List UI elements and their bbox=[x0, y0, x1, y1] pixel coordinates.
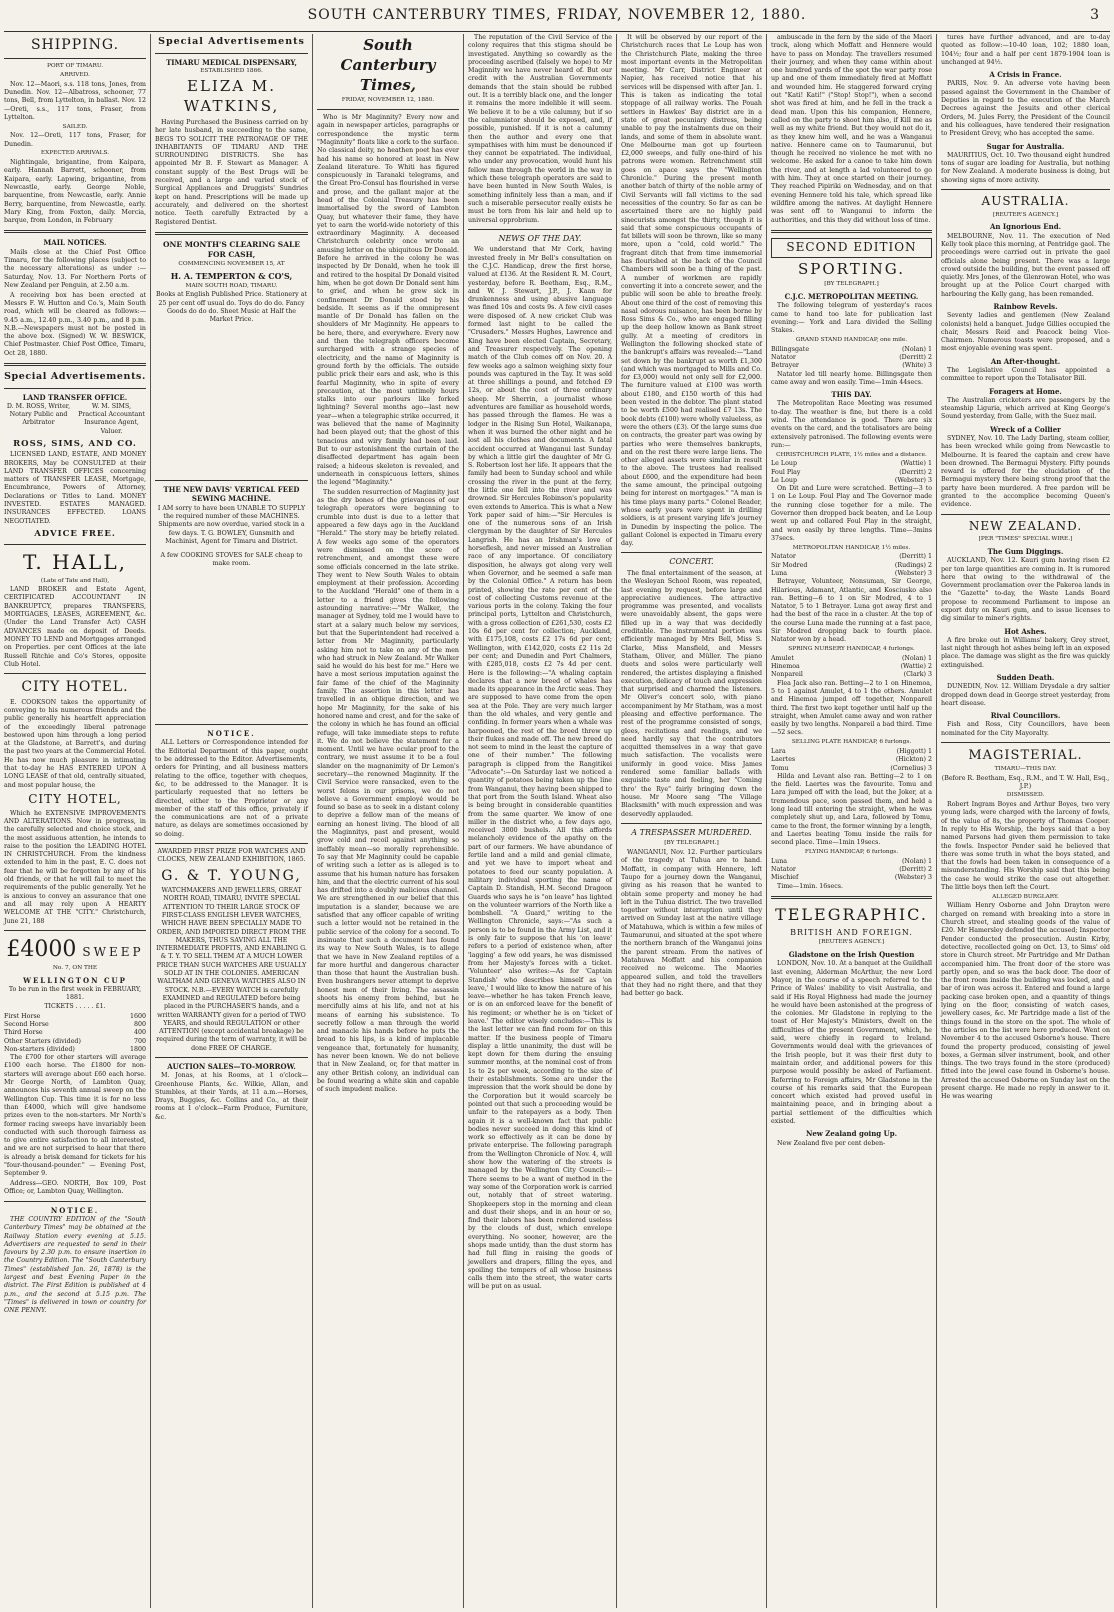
sporting-text-6: Flea Jack also ran. Betting—2 to 1 on Hinemoa, 5 to 1 against Amulet, 4 to 1 the others. Amulet and Hinemoa jumped off together, Nonpareil third. The first two kept together until half up the straight, when Amulet came away and won rather easily by two lengths. Nonpareil a bad third. Time—52 secs. bbox=[771, 679, 932, 737]
foragers-heading: Foragers at Home. bbox=[989, 386, 1062, 396]
clearing-sale-heading: ONE MONTH'S CLEARING SALE FOR CASH, bbox=[162, 239, 300, 259]
column-news bbox=[463, 34, 616, 1608]
news-heading: NEWS OF THE DAY. bbox=[498, 233, 582, 243]
watkins-text: Having Purchased the Business carried on by her late husband, in succeeding to the same, BEGS TO SOLICIT THE PATRONAGE OF THE INHABITANTS OF TIMARU AND THE SURROUNDING DISTRICTS. She has appointed Mr B. F. Stewart as Manager. A constant supply of the Best Drugs will be received, and a large and varied stock of Surgical Appliances and Druggists' Sundries kept on hand. Prescriptions will be made up accurately, and delivered on the shortest notice. Teeth carefully Extracted by a Registered Dentist. bbox=[155, 119, 308, 226]
sailed-label: SAILED. bbox=[62, 123, 88, 130]
table-row: Second Horse 800 bbox=[4, 1020, 146, 1028]
column-sporting bbox=[766, 34, 936, 1608]
afterthought-heading: An After-thought. bbox=[990, 356, 1061, 366]
spring-heading: SPRING NURSERY HANDICAP, 4 furlongs. bbox=[788, 646, 915, 653]
sugar-heading: Sugar for Australia. bbox=[986, 141, 1065, 151]
telegraphic-heading: TELEGRAPHIC. bbox=[775, 904, 928, 924]
dateline: FRIDAY, NOVEMBER 12, 1880. bbox=[341, 97, 435, 104]
young-heading: G. & T. YOUNG, bbox=[161, 867, 302, 884]
metropolitan-results bbox=[771, 553, 932, 578]
land-transfer-partners bbox=[4, 403, 146, 436]
flying-results bbox=[771, 858, 932, 883]
sporting-text-7: Hilda and Levant also ran. Betting—2 to 1 on the field. Laertes was the favourite. Tomu and Lara jumped off with the lead, but the Joker, at a tremendous pace, soon passed them, and held a long lead till entering the straight, when he was completely shut up, and Lara, followed by Tomu, came to the front, the former winning by a length, and Laertes beating Tomu inside the rails for second place. Time—1min 19secs. bbox=[771, 772, 932, 847]
table-row: Other Starters (divided) 700 bbox=[4, 1037, 146, 1045]
temperton-address: MAIN SOUTH ROAD, TIMARU. bbox=[185, 282, 278, 289]
dismissed-text: Robert Ingram Boyes and Arthur Boyes, two very young lads, were charged with the larceny of fowls, of the value of 8s, the property of Thomas Cooper. In reply to His Worship, the boys said that a boy named Parsons had given them permission to take the fowls. Inspector Pender said he believed that there was some truth in what the boys stated, and that the fowls had been taken in consequence of a misunderstanding. His Worship said that this being the case he would strike the case out altogether. The little boys then left the Court. bbox=[941, 801, 1110, 892]
spring-results bbox=[771, 655, 932, 680]
sudden-death-text: DUNEDIN, Nov. 12. William Drysdale a dry saltier dropped down dead in George street yesterday, from heart disease. bbox=[941, 683, 1111, 707]
auction-heading: AUCTION SALES—TO-MORROW. bbox=[167, 1062, 296, 1071]
rainbow-text: Seventy ladies and gentlemen (New Zealand colonists) held a banquet. Judge Gillies occupied the chair, Messrs Reid and Peacock being Vice-Chairmen. Numerous toasts were proposed, and a most enjoyable evening was spent. bbox=[941, 312, 1110, 353]
sporting-sub: [BY TELEGRAPH.] bbox=[824, 281, 879, 288]
news-text: We understand that Mr Cork, having invested freely in Mr Bell's consultation on the C.J.C. Handicap, drew the first horse, valued at £136. At the Resident R. M. Court, yesterday, before R. Beetham, Esq., R.M., and W. J. Stewart, J.P., J. Kaan for drunkenness and using abusive language was fined 10s and costs 9s. A few civil cases were disposed of. A new cricket Club was formed last night to be called the "Crusaders." Messrs Hughes, Lawrence and King have been elected Captain, Secretary, and Treasurer respectively. The opening match of the Club comes off on Nov. 20. A few weeks ago a salmon weighing sixty four pounds was captured in the Tay. It was sold at three shillings a pound, and fetched £9 12s, or about the cost of three ordinary sheep. Mr Sherrin, a journalist whose adventures are familiar as household words, has passed through the flames. He was a lodger in the Rising Sun Hotel, Waikanapa, when it was burned the other night and he lost all his clothes and documents. A fatal accident occurred at Wanganui last Sunday by which a little girl the daughter of Mr G. S. Robertson lost her life. It appears that the family had been to Sunday school and while crossing the river in the punt at the ferry, the little one fell into the river and was drowned. Sir Hercules Robinson's popularity even extends to America. This is what a New York paper said of him:—"Sir Hercules is one of the numerous sons of an Irish clergyman by the daughter of Sir Hercules Langrish. He has an Irishman's love of horseflesh, and never missed an Australian race of any importance. Of conciliatory disposition, he always got along very well when Governor, and he seemed a safe man by the Colonial Office." A return has been printed, showing the rate per cent of the cost of collecting Customs revenue at the various ports in the colony. Taking the four principal ports, Lyttelton and Christchurch, with a gross collection of £261,530, costs £2 10s 6d per cent for collection; Auckland, with £175,108, costs £2 17s 6d per cent; Wellington, with £142,020, costs £2 11s 2d per cent; and Dunedin and Port Chalmers, with £285,018, costs £2 7s 4d per cent. Here is the following:—"A whaling captain declares that a new breed of whales has made its appearance in the Arctic seas. They are supposed to have come from the open sea at the Pole. They are very much larger than the old whales, and very gentle and confiding. In former years when a whale was harpooned, the rest of the breed threw up their flukes and made off. The new breed do not seem to mind in the least the capture of one of their number." The following paragraph is clipped from the Rangitikei "Advocate":—On Saturday last we noticed a quantity of potatoes being taken up the line from Wanganui, they having been shipped to that port from the South Island. Wheat also is being brought in considerable quantities from the same quarter. We know of one miller in the district who, a few days ago, received 3000 bushels. All this affords melancholy evidence of the apathy on the part of our farmers. We have abundance of fertile land and a mild and genial climate, and yet we have to import wheat and potatoes to feed our scanty population. A military individual sporting the name of Captain D. Standish, H.M. Second Dragoon Guards who says he is "on leave" has lighted on the volunteer warriors of the North like a bombshell. "A Guard," writing to the Wellington Chronicle, says:—"As such a person is to be found in the Army List, and it is only fair to suppose that his 'on leave' refers to a period of existence when, after 'lagging' a few odd years, he was dismissed from her Majesty's forces with a ticket. 'Volunteer' also writes:—As for 'Captain Standish' who describes himself as 'on leave,' I would like to know the nature of his leave—whether he has taken French leave, or is on an enforced leave for the benefit of his regiment; or whether he is on 'ticket of leave.' The editor wisely concludes:—This is the last letter we can find room for on this matter. If the business people of Timaru display a little unanimity, the dust will be kept down for them during the ensuing summer months, at the nominal cost of from 1s to 2s per week, according to the size of their establishments. Some are under the impression that the work should be done by the Corporation but it would scarcely be pointed out that such a proceeding would be unfair to the ratepayers as a body. Then again it is a well-known fact that public bodies never succeed in doing this kind of work so effectively as it can be done by private enterprise. The following paragraph from the Wellington Chronicle of Nov. 4, will show how the watering of the streets is managed by the Wellington City Council:—There seems to be a want of method in the way some of the Corporation work is carried out, notably that of street watering. Shopkeepers stop in the morning and clean and dust their shops, and in an hour or so, find their labors has been rendered useless by the clouds of dust, which envelope everything. No sooner, however, are the shops made untidy, than the dust storm has had full fling in raising the goods of jewellers and drapers, filling the eyes, and spoiling the tempers of all whose business calls them into the street, the water carts will be put on as usual. bbox=[468, 246, 612, 1291]
trespasser-sub: [BY TELEGRAPH.] bbox=[664, 840, 719, 847]
notice-heading-2: NOTICE. bbox=[207, 729, 256, 739]
leader-paragraph-2: The sudden resurrection of Maginnity just as the dry bones of the grievances of our telegraph operators were beginning to crumble into dust is due to a letter that appeared a few days ago in the Auckland "Herald." The story may be briefly related. A few weeks ago some of the operators were dismissed on the score of retrenchment, and amongst these were some officials concerned in the late strike. They went to New South Wales to obtain employment at their profession. According to the Auckland "Herald" one of them in a letter to a friend gives the following astounding narrative:—"Mr Walker, the manager at Sydney, told me I would have to start at a salary much below my services, but that the Superintendent had received a letter from Mr Maginnity, particularly asking him not to take on any of the men who had struck in New Zealand. Mr Walker said he would do his best for me." Here we have a most serious imputation against the fair fame of the chief of the Maginnity family. The assertion in this letter has travelled in an oblique direction, and we hope Mr Maginnity, for the sake of his honored name and crest, and for the sake of the colony in which he has found an official refuge, will take immediate steps to refute it. We do not believe the statement for a moment. Until we have ocular proof to the contrary, we must assume it to be a foul slander on the magnanimity of Dr Lemon's secretary—the renowned Maginnity. If the Civil Service were ransacked, even to the worst felons in our prisons, we do not believe a Government employé would be found so base as to seek in a distant colony to deprive a fellow man of the means of earning an honest living. The blood of all the Maginnitys, past and present, would grow cold and recoil against anything so ineffably mean—so morally reprehensible. To say that Mr Maginnity could be capable of writing such a letter as is alleged is to assume that his human nature has forsaken him, and that the electric current of his soul has drifted into a doubly malicious channel. We are strengthened in our belief that this imputation is a slander, because we are satisfied that any officer capable of writing such a letter would not be retained in the public service of the colony for a second. To insinuate that such a document has found its way to New South Wales, is to allege that we have in New Zealand reptiles of a far more hurtful and dangerous character than those that haunt the Australian bush. Even bushrangers never attempt to deprive honest men of their living. The assassin shoots his enemy from behind, but he mercifully aims at his life, and not at his means of earning his subsistence. To secretly follow a man through the world and manacle his hands before he puts the bread to his lips, is a kind of implacable vengeance that, fortunately for humanity, has never been known. We do not believe that in New Zealand, or, for that matter in any other British colony, an individual can be found wearing a white skin and capable of such impudent malice. bbox=[317, 488, 459, 1094]
sporting-heading: SPORTING. bbox=[798, 259, 905, 278]
young-award: AWARDED FIRST PRIZE FOR WATCHES AND CLOCKS, NEW ZEALAND EXHIBITION, 1865. bbox=[157, 848, 306, 864]
ashes-heading: Hot Ashes. bbox=[1004, 626, 1047, 636]
paper-title: South Canterbury Times, bbox=[340, 36, 436, 94]
hall-sub: (Late of Tate and Hall), bbox=[40, 577, 110, 584]
clearing-sale-sub: COMMENCING NOVEMBER 15, AT bbox=[178, 260, 285, 267]
sweep-prize-table bbox=[4, 1013, 146, 1054]
column-shipping bbox=[0, 34, 150, 1608]
table-row: Le Loup (Wattie) 1 bbox=[771, 460, 932, 468]
rival-text: Fish and Ross, City Councillors, have been nominated for the City Mayoralty. bbox=[941, 721, 1110, 737]
sporting-text-5: Betrayer, Volunteer, Nonsuman, Sir George, Hilarious, Adamant, Atlantic, and Kosciusko also ran. Betting—6 to 1 on Sir Modred, 4 to 1 Natator, 5 to 1 Betrayer. Luna got away first and had the best of the race in a cluster. At the top of the course Luna made the running at a fast pace, Sir Modred dropping back to fourth place. Natator won by a head. bbox=[771, 578, 932, 644]
auction-text: M. Jonas, at his Rooms, at 1 o'clock—Greenhouse Plants, &c. Wilkie, Allan, and Stumbles, at their Yards, at 11 a.m.—Horses, Drays, Buggies, &c. Collins and Co., at their rooms at 1 o'clock—Farm Produce, Furniture, &c. bbox=[155, 1072, 308, 1121]
shipping-heading: SHIPPING. bbox=[30, 37, 120, 53]
notice-text-2: ALL Letters or Correspondence intended for the Editorial Department of this paper, ought to be addressed to the Editor. Advertisements, orders for Printing, and all business matters relating to the office, together with cheques, &c, to be addressed to the Manager. It is particularly requested that no letters be directed, either to the Proprietor or any member of the staff of this office, privately if the communications are not of a private nature, as delays are sometimes occasioned by so doing. bbox=[155, 739, 308, 838]
gum-text: AUCKLAND, Nov. 12. Kauri gum having risen £2 per ton large quantities are coming in. It is rumored here that owing to the withdrawal of the Government proclamation over the Pakeroa lands in the "Gazette" to-day, the Waste Lands Board propose to recommend Parliament to impose an export duty on Kauri gum, and to issue licenses to dig similar to miner's rights. bbox=[941, 557, 1110, 623]
column-telegrams bbox=[936, 34, 1114, 1608]
wreck-heading: Wreck of a Collier bbox=[990, 424, 1061, 434]
selling-heading: SELLING PLATE HANDICAP, 6 furlongs. bbox=[791, 739, 912, 746]
land-transfer-heading: LAND TRANSFER OFFICE. bbox=[22, 392, 128, 402]
nz-going-up-text: New Zealand five per cent deben- bbox=[777, 1139, 886, 1147]
dispensary-sub: ESTABLISHED 1866. bbox=[200, 67, 263, 74]
temperton-heading: H. A. TEMPERTON & CO'S, bbox=[170, 271, 293, 282]
leader-paragraph-1: Who is Mr Maginnity? Every now and again in newspaper articles, paragraphs or correspondence the mystic term "Maginnity" floats like a cork to the surface. No classical deity, no heathen poet has ever had his name so honored at least in New Zealand literature. To Whiti has figured conspicuously in Taranaki telegrams, and the Great Pro-Consul has flourished in verse and prose, and the gallant major at the head of the Colonial Treasury has been immortalised by the sword of Lambton Quay, but whatever their fame, they have yet to earn the world-wide notoriety of this extraordinary Maginnity. A deceased Christchurch celebrity once wrote an amusing letter on the ubiquitous Dr Donald. Before he arrived in the colony he was inspected by Dr Donald, when he took ill and retired to the hospital Dr Donald visited him, when he got down Dr Donald sent him to grief, and when he grew sick in confinement Dr Donald stood by his bedside. It seems as if the omnipresent mantle of Dr Donald has fallen on the shoulders of Mr Maginnity. He appears to be here, there, and everywhere. Every now and then the telegraph officers become surcharged with a strange species of electricity, and the name of Maginnity is ground forth by the officials. The outside public prick their ears and ask, who is this fearful Maginnity, who in spite of every precaution, at the most untimely hours stalks into our parlours like forked lightning? Several months ago—last new year—when a telegraphic strike occurred, it was believed that the name of Maginnity had been played out; that the ghost of this tenacious and wiry family had been laid. But to our astonishment the curtain of the disaffected department has again been raised; a hideous skeleton is revealed, and underneath in conspicuous letters, shines the legend "Maginnity." bbox=[317, 114, 459, 487]
mail-text-2: A receiving box has been erected at Messrs F. W. Hutton and Co.'s, Main South road, which will be cleared as follows:—9.45 a.m., 12.40 p.m., 3.40 p.m., and 8 p.m. N.B.—Newspapers must not be posted in the above box. (Signed) W. W. BESWICK, Chief Postmaster. Chief Post Office, Timaru, Oct 28, 1880. bbox=[4, 291, 146, 357]
australia-sub: [REUTER'S AGENCY.] bbox=[992, 211, 1059, 218]
gladstone-text: LONDON, Nov. 10. At a banquet at the Guildhall last evening, Alderman McArthur, the new Lord Mayor, in the course of a speech referred to the Prince of Wales' inability to visit Australia, and said if His Royal Highness had made the journey he would have been astonished at the progress of the colonies. Mr Gladstone in replying to the toast of Her Majesty's Ministers, dwelt on the difficulties of the present Government, which, he said, were chiefly in regard to Ireland. Governments would deal with the grievances of the Irish people, but it was their first duty to maintain order, and additional powers for this purpose would possibly be asked of Parliament. Referring to Foreign affairs, Mr Gladstone in the course of his remarks said that the European concert which existed had proved useful in maintaining peace, and in bringing about a partial settlement of the difficulties which existed. bbox=[771, 960, 932, 1125]
sailed-text: Nov. 12—Oreti, 117 tons, Fraser, for Dunedin. bbox=[4, 132, 146, 148]
cjc-heading: C.J.C. METROPOLITAN MEETING. bbox=[784, 292, 919, 302]
crisis-text: PARIS, Nov. 9. An adverse vote having been passed against the Government in the Chamber of Deputies in regard to the execution of the March Decrees against the Jesuits and other clerical Orders, M. Jules Ferry, the President of the Council and his colleagues, have tendered their resignation to President Grevy, who has accepted the same. bbox=[941, 80, 1110, 138]
concert-text: The final entertainment of the season, at the Wesleyan School Room, was repeated, last evening by request, before large and appreciative audiences. The attractive programme was presented, and vocalists were unavoidably absent, the gaps were filled up in a way that was decidedly creditable. The instrumental portion was efficiently managed by Mrs Bell, Miss S. Clarke, Miss Mansfield, and Messrs Statham, Oliver, and Müller. The piano duets and solos were particularly well rendered, the artistes displaying a finished execution, delicacy of touch and expression that surprised and charmed the listeners. Mr Oliver's concert solo, with piano accompaniment by Mr Statham, was a most pleasing and effective performance. The rest of the programme consisted of songs, glees, recitations and readings, and we need hardly say that the contributors acquitted themselves in a way that gave much satisfaction. The vocalists were uniformly in good voice. Miss James rendered some familiar ballads with exquisite taste and feeling, her "Coming thro' the Rye" fairly bringing down the house. Mr Moore sang "The Village Blacksmith" with much expression and was deservedly applauded. bbox=[621, 569, 762, 818]
table-row: Sir Modred (Rudings) 2 bbox=[771, 561, 932, 569]
burglary-text: William Henry Osborne and John Drayton were charged on remand with breaking into a store in Church street, and stealing goods of the value of £20. Mr Hamersley defended the accused; Inspector Pender conducted the prosecution. Austin Kirby, detective, recollected going on Oct. 13, to Sims' old store in Church street. Mr Partridge and Mr Dathan accompanied him. The front door of the store was partly open, and so was the back door. The door of the front room inside the building was locked, and a bar of iron was across it. Entered and found a large packing case broken open, and a quantity of things lying on the floor, consisting of watch cases, jewellery cases, &c. Mr Partridge made a list of the things found in the store on the spot. The whole of the articles on the list were here produced. Went on November 4 to the accused Osborne's house. There found the property produced, consisting of jewel boxes, a German silver instrument, book, and other things. The two trays found in the store (produced) fitted into the jewel case found in Osborne's house. Arrested the accused Osborne on Sunday last on the present charge. He made no reply in answer to it. He was wearing bbox=[941, 902, 1110, 1101]
second-edition-heading: SECOND EDITION bbox=[771, 238, 932, 258]
expected-text: Nightingale, brigantine, from Kaipara, early. Hannah Barrett, schooner, from Kaipara, early. Lapwing, brigantine, from Newcastle, early. George Noble, barquentine, from Newcastle, early. Annie Berry, barquentine, from Newcastle, early. Mary King, from Foxton, daily. Mercia, barque, from London, in February bbox=[4, 159, 146, 225]
mail-heading: MAIL NOTICES. bbox=[43, 238, 107, 248]
australia-heading: AUSTRALIA. bbox=[981, 193, 1070, 208]
column-advertisements bbox=[150, 34, 312, 1608]
port-heading: PORT OF TIMARU. bbox=[46, 63, 104, 70]
sweep-text: The £700 for other starters will average £100 each horse. The £1800 for non-starters will average about £60 each horse. Mr George North, of Lambton Quay, announces his seventh annual sweep on the Wellington Cup. This time it is for no less than £4000, which will give handsome prizes even to the non-starters. Mr North's former racing sweeps have invariably been conducted with such thorough fairness as to give entire satisfaction to all interested, and we are not surprised to hear that there is already a brisk demand for tickets for his "four-thousand-pounder." — Evening Post, September 9. bbox=[4, 1054, 146, 1178]
before-text: (Before R. Beetham, Esq., R.M., and T. W. Hall, Esq., J.P.) bbox=[941, 774, 1110, 791]
hall-heading: T. HALL, bbox=[23, 550, 127, 575]
rainbow-heading: Rainbow Revels. bbox=[993, 302, 1058, 311]
watkins-heading: ELIZA M. WATKINS, bbox=[183, 77, 280, 116]
notice-text: THE COUNTRY EDITION of the "South Canterbury Times" may be obtained at the Railway Station every evening at 5.15. Advertisers are requested to send in their favours by 2.30 p.m. to ensure insertion in the Country Edition. The "South Canterbury Times" (established Jan. 26, 1878) is the largest and best Evening Paper in the district. The First Edition is published at 4 p.m., and the second at 5.15 p.m. The "Times" is delivered in town or country for ONE PENNY. bbox=[4, 1215, 146, 1315]
selling-results bbox=[771, 748, 932, 773]
table-row: Natator (Derritt) 2 bbox=[771, 865, 932, 873]
young-text: WATCHMAKERS AND JEWELLERS, GREAT NORTH ROAD, TIMARU, INVITE SPECIAL ATTENTION TO THEIR LARGE STOCK OF FIRST-CLASS ENGLISH LEVER WATCHES, WHICH HAVE BEEN SPECIALLY MADE TO ORDER, AND IMPORTED DIRECT FROM THE MAKERS, THUS SAVING ALL THE INTERMEDIATE PROFITS, AND ENABLING G. & T. Y. TO SELL THEM AT A MUCH LOWER PRICE THAN SUCH WATCHES ARE USUALLY SOLD AT IN THE COLONIES. AMERICAN WALTHAM AND GENEVA WATCHES ALSO IN STOCK. N.B.—EVERY WATCH is carefully EXAMINED and REGULATED before being placed in the PURCHASER'S hands, and a written WARRANTY given for a period of TWO YEARS, and should REGULATION or other ATTENTION (except accidental breakage) be required during the term of warranty, it will be done FREE OF CHARGE. bbox=[156, 887, 307, 1052]
foragers-text: The Australian cricketers are passengers by the steamship Liguria, which arrived at King George's Sound yesterday, from Galle, with the Suez mail. bbox=[941, 396, 1110, 421]
table-row: Laertes (Hickton) 2 bbox=[771, 756, 932, 764]
table-row: Mischief (Webster) 3 bbox=[771, 874, 932, 882]
temperton-items: Books at English Published Price. Stationery at 25 per cent off usual do. Toys do do do. Fancy Goods do do do. Sheet Music at Half the Market Price. bbox=[155, 291, 308, 324]
sporting-text-1: The following telegram of yesterday's races came to hand too late for publication last evening:— York and Lara divided the Selling Stakes. bbox=[771, 302, 932, 335]
sweep-run: To be run in the first week in FEBRUARY, 1881. bbox=[8, 985, 142, 1002]
table-row: Third Horse 400 bbox=[4, 1029, 146, 1037]
news-text-2: It will be observed by our report of the Christchurch races that Le Loup has won the Christchurch Plate, making the three most important events in the Metropolitan meeting. Mr Carr, District Engineer at Napier, has received notice that his services will be dispensed with after Jan. 1. This is taken as indicating the total stoppage of all railway works. The Pouah settlers in Hawkes' Bay district are in a state of great pecuniary distress, being unable to pay the instalments due on their lands, and some of them in absolute want. One Melbourne man got up fourteen £2,000 sweeps, and fully one-third of his patrons were women. Retrenchment still goes on apace says the "Wellington Chronicle." During the present month another batch of thirty of the noble army of Civil Servants will fall victims to the sad necessities of the country. So far as can be ascertained there are no highly paid sinecurists amongst the thirty, though it is said that some conspicuous occupants of fat billets will soon be thrown, like so many more, upon a "cold, cold world." The fragrant ditch that from time immemorial has flourished at the back of the Council Chambers will soon be a thing of the past. A number of workmen are rapidly converting it into a concrete sewer, and the public will soon be able to breathe freely. About one third of the cost of removing this nasal odorous nuisance, has been borne by Ross Sims & Co., who are engaged filling up the deep hollow known as Bank street gully. At a meeting of creditors in Wellington the following shocked state of the bankrupt's affairs was revealed:—"Land set down by the bankrupt as worth £1,300 (and which was mortgaged to Mills and Co. for £3,000) would not only sell for £2,000. The furniture valued at £100 was worth about £180, and £150 worth of this had been vested in the debtor. The plant stated to be worth £500 had realised £7 13s. The book debts (£100) were wholly valueless, as were the others (£3). Of the large sums due on contracts, the greater part was owing by parties who were themselves bankrupts, and on the rest there were large liens. The other alleged assets were similar in result to the above. The trustees had realised about £600, and the expenditure had been the same amount, the principal outgoing being for interest on mortgages." "A man is his time plays many parts." Colonel Reader, whose early years were spent in drilling soldiers, is at present varying life's journey in Dunedin by inspecting the police. The gallant Colonel is expected in Timaru every day. bbox=[621, 34, 762, 548]
stoves-text: A few COOKING STOVES for SALE cheap to make room. bbox=[160, 552, 303, 568]
wreck-text: SYDNEY, Nov. 10. The Lady Darling, steam collier, has been wrecked while going from Newcastle to Melbourne. It is feared the captain and crew have been drowned. The Bermagui Mystery. Fifty pounds reward is offered for the elucidation of the Bermagui mystery there being strong proof that the party have been murdered. A free pardon will be granted to the accomplice becoming Queen's evidence. bbox=[941, 434, 1110, 509]
table-row: Billingsgate (Nolan) 1 bbox=[771, 345, 932, 353]
sporting-text-2: Natator led till nearly home. Billingsgate then came away and won easily. Time—1min 44secs. bbox=[771, 370, 932, 386]
grand-stand-results bbox=[771, 346, 932, 371]
metropolitan-heading: METROPOLITAN HANDICAP, 1½ miles. bbox=[792, 544, 911, 551]
masthead bbox=[0, 0, 1114, 30]
table-row: Le Loup (Webster) 3 bbox=[771, 476, 932, 484]
sweep-amount: £4000 bbox=[6, 936, 77, 962]
column-news-2 bbox=[616, 34, 766, 1608]
plate-results bbox=[771, 460, 932, 485]
davis-text: I AM sorry to have been UNABLE TO SUPPLY the required number of these MACHINES. Shipments are now overdue, varied stock in a few days. T. G. BOWLEY, Gunsmith and Machinist, Agent for Timaru and District. bbox=[157, 504, 306, 545]
city-hotel-text: E. COOKSON takes the opportunity of conveying to his numerous friends and the public generally his heartfelt appreciation of the exceedingly liberal patronage bestowed upon him through a long period at the Gladstone, at Barrett's, and during the past two years at the Commercial Hotel. He has now much pleasure in intimating that to-day he HAS ENTERED UPON A LONG LEASE of that old, centrally situated, and most popular house, the bbox=[4, 698, 146, 789]
ross-sims-text: LICENSED LAND, ESTATE, AND MONEY BROKERS, May be CONSULTED at their LAND TRANSFER OFFICES concerning matters of TRANSFER LEASE, Mortgage, Encumbrance, Powers of Attorney, Declarations or Titles to Land. MONEY INVESTED. ESTATES MANAGED. INSURANCES EFFECTED. LOANS NEGOTIATED. bbox=[4, 451, 146, 525]
flying-heading: FLYING HANDICAP, 6 furlongs. bbox=[804, 848, 899, 855]
sweep-cup: WELLINGTON CUP bbox=[23, 975, 127, 985]
table-row: Lara (Higgott) 1 bbox=[771, 747, 932, 755]
trespasser-text: WANGANUI, Nov. 12. Further particulars of the tragedy at Tuhua are to hand. Moffatt, in company with Hennere, left Taupo for a journey down the Wanganui, giving as his reason that he wanted to obtain some property and money he had left in the Tuhua district. The two travelled together without interruption until they arrived on Sunday last at the native village of Matahuwa, which is within a few miles of Taumarunui, and situated at the spot where the northern branch of the Wanganui joins the parent stream. From the natives of Matahuwa Moffatt and his companion received no welcome. The Maories appeared sullen, and told the travellers that they had no right there, and that they had better go back. bbox=[621, 849, 762, 998]
special-ads-heading: Special Advertisements. bbox=[4, 371, 146, 383]
table-row: Amulet (Nolan) 1 bbox=[771, 654, 932, 662]
sweep-number: No. 7, ON THE bbox=[52, 964, 98, 971]
crisis-heading: A Crisis in France. bbox=[989, 70, 1062, 80]
timaru-this-day: TIMARU—THIS DAY. bbox=[994, 766, 1057, 773]
expected-label: EXPECTED ARRIVALS. bbox=[40, 150, 110, 157]
reuter-sub: [REUTER'S AGENCY.] bbox=[818, 939, 885, 946]
sudden-death-heading: Sudden Death. bbox=[996, 673, 1055, 683]
gladstone-heading: Gladstone on the Irish Question bbox=[788, 950, 915, 960]
notice-heading: NOTICE. bbox=[50, 1205, 100, 1215]
this-day-heading: THIS DAY. bbox=[831, 390, 872, 400]
davis-heading: THE NEW DAVIS' VERTICAL FEED SEWING MACHINE. bbox=[163, 485, 300, 504]
trespasser-heading: A TRESPASSER MURDERED. bbox=[631, 827, 752, 837]
debentures-text: tures have further advanced, and are to-day quoted as follow:—10-40 loan, 102; 1880 loan, 104½; four and a half per cent 1879-1904 loan is unchanged at 94½. bbox=[941, 34, 1110, 66]
advice-free: ADVICE FREE. bbox=[34, 528, 116, 539]
table-row: Luna (Webster) 3 bbox=[771, 570, 932, 577]
ashes-text: A fire broke out in Williams' bakery, Grey street, last night through hot ashes being left in an exposed place. The damage was slight as the fire was quickly extinguished. bbox=[941, 636, 1110, 669]
afterthought-text: The Legislative Council has appointed a committee to report upon the Totalisator Bill. bbox=[941, 366, 1110, 383]
sporting-text-8: Time—1min. 16secs. bbox=[777, 882, 843, 890]
rival-heading: Rival Councillors. bbox=[990, 711, 1061, 721]
ignominious-text: MELBOURNE, Nov. 11. The execution of Ned Kelly took place this morning, at Pentridge gaol. The proceedings were carried out in private the gaol officials alone being present. There was a large crowd outside the building, but the event passed off quietly. Mrs Jones, of the Glenrowan Hotel, who was brought up at the Police Court charged with harbouring the Kelly gang, has been remanded. bbox=[941, 232, 1110, 298]
ross-sims-heading: ROSS, SIMS, AND CO. bbox=[13, 439, 137, 450]
sweep-header bbox=[4, 935, 146, 964]
dispensary-heading: TIMARU MEDICAL DISPENSARY, bbox=[166, 57, 297, 67]
table-row: Foul Play (Derritt) 2 bbox=[771, 468, 932, 476]
gum-heading: The Gum Diggings. bbox=[987, 547, 1064, 557]
plate-heading: CHRISTCHURCH PLATE, 1½ miles and a distance. bbox=[776, 451, 927, 458]
column-leader bbox=[312, 34, 463, 1608]
new-zealand-sub: [PER "TIMES" SPECIAL WIRE.] bbox=[978, 536, 1073, 543]
table-row: First Horse 1600 bbox=[4, 1012, 146, 1020]
sweep-word: SWEEP bbox=[82, 944, 144, 959]
table-row: Natator (Derritt) 2 bbox=[771, 353, 932, 361]
grand-stand-heading: GRAND STAND HANDICAP, one mile. bbox=[795, 337, 908, 344]
table-row: Luna (Nolan) 1 bbox=[771, 857, 932, 865]
nz-going-up-heading: New Zealand going Up. bbox=[805, 1129, 898, 1139]
trespasser-text-2: ambuscade in the fern by the side of the Maori track, along which Moffatt and Hennere would have to pass on Monday. The travellers resumed their journey, and when they came within about one hundred yards of the spot the war party rose up and one of them immediately fired at Moffatt and wounded him. He staggered forward crying out "Kati! Kati!" ("Stop! Stop!"), when a second shot was fired at him, and he fell in the track a dead man. Upon this his companion, Hennere, called on the party to shoot him also, if Kill me as well as my white friend. But they would not do it, as they knew him well, and he was a Wanganui native. Hennere came on to Taumarunui, but though he received no violence he met with no welcome. He asked for a canoe to take him down the river, and at length a lad volunteered to go with him. They at once started on their journey. They reached Pipiriki on Wednesday, and on that evening Hennere told his tale, which spread like wildfire among the natives. At daylight Hennere was sent off to Wanganui to inform the authorities, and this they did without loss of time. bbox=[771, 34, 932, 224]
british-foreign-heading: BRITISH AND FOREIGN. bbox=[790, 927, 913, 937]
sporting-text-4: On Dit and Lure were scratched. Betting—3 to 1 on Le Loup. Foul Play and The Governor made the running close together for a mile. The Governor then dropped back beaten, and Le Loup went up and collared Foul Play in the straight, and won easily by three lengths. Time—3mins 37secs. bbox=[771, 485, 932, 542]
city-hotel-big: CITY HOTEL, bbox=[28, 791, 122, 806]
table-row: Non-starters (divided) 1800 bbox=[4, 1045, 146, 1053]
magisterial-heading: MAGISTERIAL. bbox=[968, 748, 1083, 764]
city-hotel-text-2: Which he EXTENSIVE IMPROVEMENTS AND ALTERATIONS. Now in progress, in the carefully selected and choice stock, and the most assiduous attention, he intends to raise to the position the LEADING HOTEL IN CHRISTCHURCH. From the kindness extended to him in the past, E. C. does not fear that he will be forgotten by any of his old friends, or that he will fail to meet the requirements of the public generally. Yet he is anxious to convey an assurance that one and all may rely upon A HEARTY WELCOME AT THE "CITY." Christchurch, June 21, 188 bbox=[4, 809, 146, 925]
sporting-text-3: The Metropolitan Race Meeting was resumed to-day. The weather is fine, but there is a cold wind. The attendance is good. There are six events on the card, and the totalisators are being extensively patronised. The following events were run:— bbox=[771, 400, 932, 449]
new-zealand-heading: NEW ZEALAND. bbox=[968, 518, 1083, 533]
page-number: 3 bbox=[1090, 7, 1100, 23]
concert-heading: CONCERT. bbox=[669, 557, 714, 567]
city-hotel-heading: CITY HOTEL. bbox=[21, 679, 129, 696]
sugar-text: MAURITIUS, Oct. 10. Two thousand eight hundred tons of sugar are loading for Australia, but nothing for New Zealand. A moderate business is doing, but showing signs of more activity. bbox=[941, 151, 1110, 184]
sweep-address: Address—GEO. NORTH, Box 109, Post Office; or, Lambton Quay, Wellington. bbox=[4, 1180, 146, 1196]
special-ads-heading-2: Special Advertisements bbox=[158, 36, 305, 47]
ignominious-heading: An Ignorious End. bbox=[989, 222, 1062, 232]
mail-text: Mails close at the Chief Post Office Timaru, for the following places (subject to the necessary alterations) as under :— Saturday, Nov. 13. For Northern Ports of New Zealand per Penguin, at 2.50 a.m. bbox=[4, 248, 146, 289]
burglary-heading: ALLEGED BURGLARY. bbox=[992, 893, 1059, 900]
table-row: Betrayer (White) 3 bbox=[771, 362, 932, 370]
table-row: Natator (Derritt) 1 bbox=[771, 553, 932, 561]
arrived-label: ARRIVED. bbox=[60, 72, 90, 79]
arrived-text: Nov. 12—Maori, s.s. 118 tons, Jones, from Dunedin. Nov. 12—Albatross, schooner, 77 tons, Bell, from Lyttelton, in ballast. Nov. 12—Oreti, s.s., 117 tons, Fraser, from Lyttelton. bbox=[4, 80, 146, 121]
partner-ross: D. M. ROSS, Writer, Notary Public and Arbitrator bbox=[6, 402, 71, 427]
masthead-title: SOUTH CANTERBURY TIMES, FRIDAY, NOVEMBER 12, 1880. bbox=[307, 7, 807, 23]
partner-sims: W. M. SIMS, Practical Accountant Insurance Agent, Valuer. bbox=[78, 402, 145, 435]
table-row: Nonpareil (Clark) 3 bbox=[771, 671, 932, 679]
hall-text: LAND BROKER and Estate Agent, CERTIFICATED ACCOUNTANT IN BANKRUPTCY, prepares TRANSFERS, MORTGAGES, LEASES, AGREEMENT, &c. (Under the Land Transfer Act) CASH ADVANCES made on deposit of Deeds. MONEY TO LEND and Mortgages arranged on Properties. per cent Offices at the late Russell Ritchie and Co's Stores, opposite Club Hotel. bbox=[4, 586, 146, 668]
sweep-tickets: TICKETS . . . . . £1. bbox=[44, 1003, 106, 1011]
table-row: Hinemoa (Wattie) 2 bbox=[771, 663, 932, 671]
leader-paragraph-3: The reputation of the Civil Service of the colony requires that this stigma should be investigated. Anything so cowardly as the proceeding ascribed (falsely we hope) to Mr Maginnity we have never heard of. But our credit with the Australian Governments demands that the stain should be rubbed out. It is a terribly black one, and the longer it remains the more indelible it will seem. We believe it to be a vile calumny, but if so the calumniator should be exposed, and, if possible, punished. If it is not a calumny then the author and every one that sympathises with him must be denounced if they cannot be expatriated. The individual, who under any provocation, would hunt his fellow man through the world in the way in which these telegraph operators are said to have been hunted in New South Wales, is something infinitely less than a man, and if such a miserable persecutor really exists he must be torn from his lair and held up to universal opprobrium. bbox=[468, 34, 612, 224]
column-spacer bbox=[155, 326, 308, 476]
masthead-rule bbox=[4, 31, 1110, 32]
table-row: Tomu (Cornelius) 3 bbox=[771, 764, 932, 772]
dismissed-heading: DISMISSED. bbox=[1006, 792, 1045, 799]
column-spacer bbox=[155, 570, 308, 720]
